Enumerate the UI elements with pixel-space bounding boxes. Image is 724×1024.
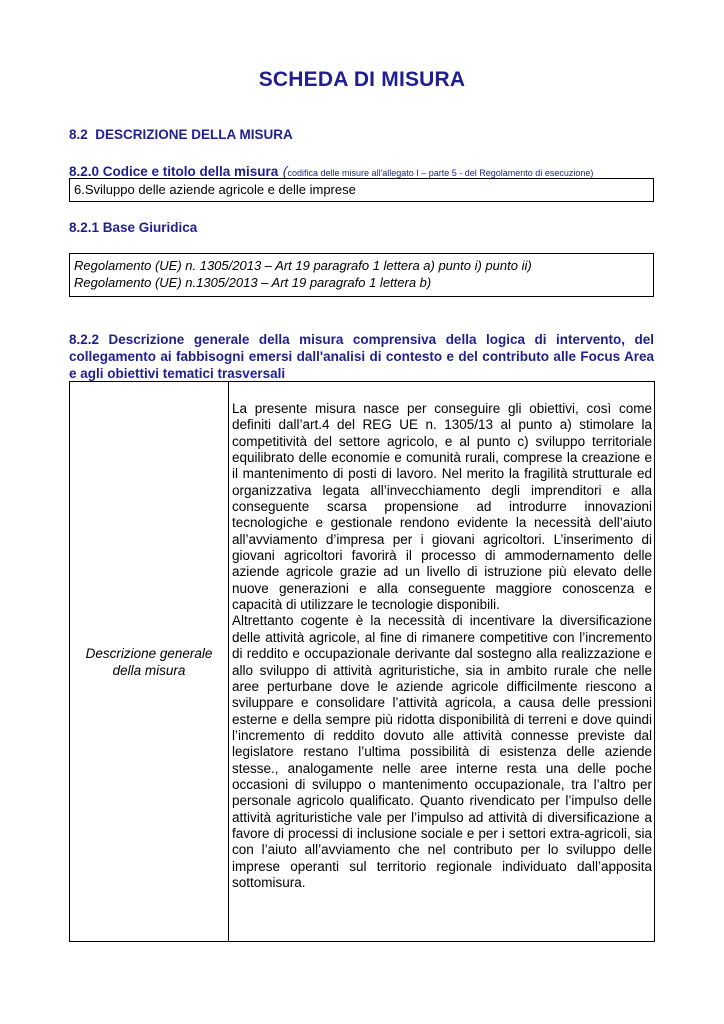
base-giuridica-heading: 8.2.1 Base Giuridica: [69, 220, 198, 235]
section-number: 8.2: [69, 127, 88, 142]
code-heading-paren: (: [282, 163, 288, 179]
code-value-box: [69, 178, 654, 202]
base-giuridica-line: Regolamento (UE) n.1305/2013 – Art 19 paragrafo 1 lettera b): [74, 275, 432, 290]
descrizione-paragraph: La presente misura nasce per conseguire gli obiettivi, così come definiti dall’art.4 del REG UE n. 1305/13 al punto a) stimolare la competitività del settore agricolo, e al punto c) sviluppo territoriale equilibrato delle economie e comunità rurali, comprese la creazione e il mantenimento di posti di lavoro. Nel merito la fragilità strutturale ed organizzativa legata all’invecchiamento degli imprenditori e alla conseguente scarsa propensione ad introdurre innovazioni tecnologiche e gestionale rendono evidente la necessità dell’aiuto all’avviamento d’impresa per i giovani agricoltori. L’inserimento di giovani agricoltori favorirà il processo di ammodernamento delle aziende agricole grazie ad un livello di istruzione più elevato delle nuove generazioni e alla conseguente maggiore conoscenza e capacità di utilizzare le tecnologie disponibili.: [232, 401, 652, 613]
descrizione-paragraph: Altrettanto cogente è la necessità di incentivare la diversificazione delle attività agricole, al fine di rimanere competitive con l’incremento di reddito e occupazionale derivante dal sostegno alla realizzazione e allo sviluppo di attività agrituristiche, sia in ambito rurale che nelle aree perturbane dove le aziende agricole difficilmente riescono a sviluppare e consolidare l’attività agricola, a causa delle pressioni esterne e della sempre più ridotta disponibilità di terreni e dove quindi l’incremento di reddito dovuto alle attività connesse previste dal legislatore restano l’ultima possibilità di esistenza delle aziende stesse., analogamente nelle aree interne resta una delle poche occasioni di sviluppo o mantenimento occupazionale, tra l’altro per personale agricolo qualificato. Quanto rivendicato per l’impulso delle attività agrituristiche vale per l’impulso ad attività di diversificazione a favore di processi di inclusione sociale e per i settori extra-agricoli, sia con l’aiuto all’avviamento che nel contributo per lo sviluppo delle imprese operanti sul territorio regionale individuato dall’apposita sottomisura.: [232, 613, 652, 890]
descrizione-label: Descrizione generale della misura: [85, 645, 213, 678]
code-heading-note: codifica delle misure all'allegato I – parte 5 - del Regolamento di esecuzione): [287, 168, 594, 178]
section-heading: [69, 127, 293, 142]
code-heading-title: 8.2.0 Codice e titolo della misura: [69, 164, 279, 179]
descrizione-text-cell: [229, 382, 654, 941]
descrizione-table: [69, 381, 655, 942]
section-title: DESCRIZIONE DELLA MISURA: [95, 127, 293, 142]
page-title: SCHEDA DI MISURA: [258, 68, 466, 91]
base-giuridica-line: Regolamento (UE) n. 1305/2013 – Art 19 paragrafo 1 lettera a) punto i) punto ii): [74, 258, 532, 273]
base-giuridica-box: [69, 253, 654, 297]
descrizione-heading: 8.2.2 Descrizione generale della misura comprensiva della logica di intervento, del collegamento ai fabbisogni emersi dall'analisi di contesto e del contributo alle Focus Area e agli obiettivi tematici trasversali: [69, 332, 654, 381]
descrizione-label-cell: [70, 382, 229, 941]
code-value: 6.Sviluppo delle aziende agricole e delle imprese: [74, 182, 356, 197]
